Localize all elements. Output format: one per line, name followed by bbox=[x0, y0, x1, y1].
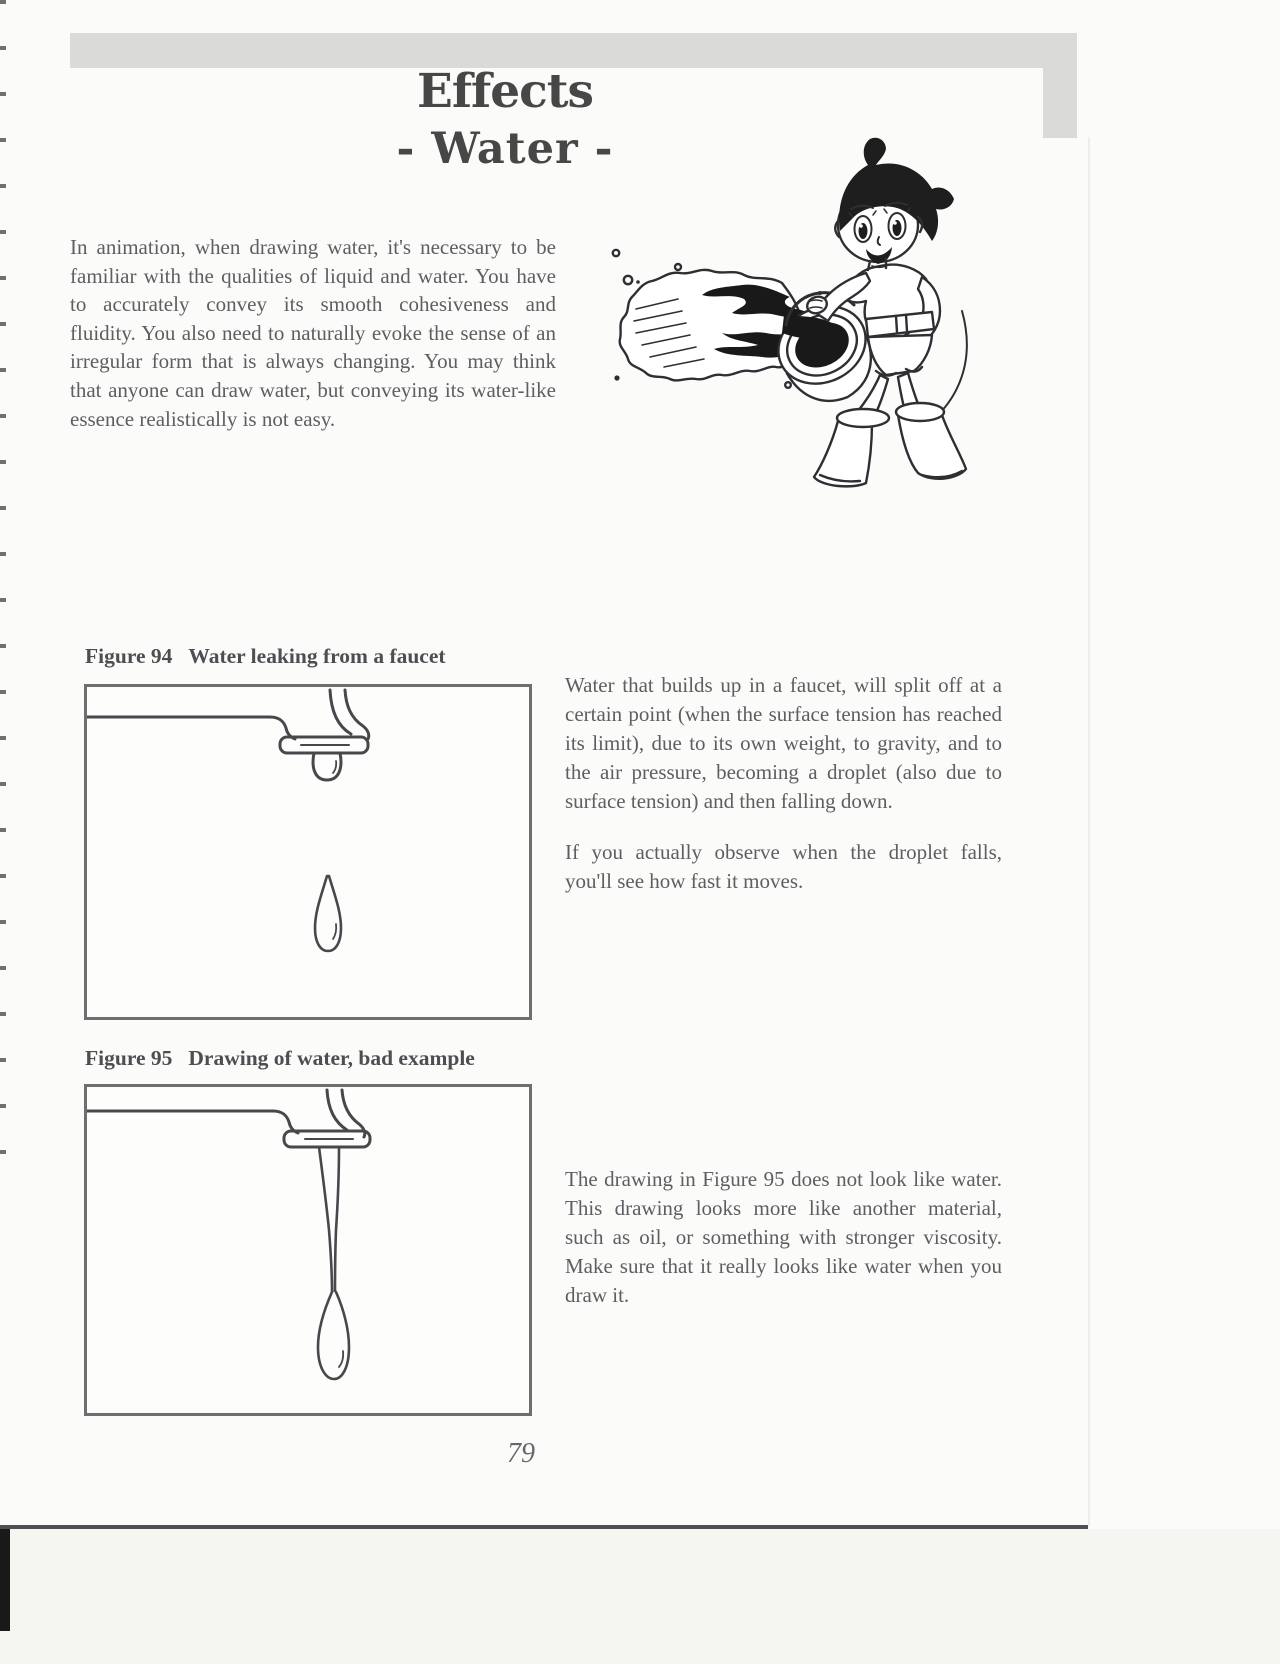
figure-94-frame bbox=[84, 684, 532, 1020]
figure-95-text-column bbox=[565, 1165, 1002, 1332]
figure-94-paragraph-1: Water that builds up in a faucet, will split off at a certain point (when the surface tension has reached its limit), due to its own weight, to gravity, and to the air pressure, becoming a droplet (also due to surface tension) and then falling down. bbox=[565, 673, 1002, 813]
binding-marks bbox=[0, 0, 6, 1180]
figure-94-drawing bbox=[87, 687, 529, 1017]
figure-95-paragraph-1: The drawing in Figure 95 does not look like water. This drawing looks more like another material, such as oil, or something with stronger viscosity. Make sure that it really looks like water when you draw it. bbox=[565, 1167, 1002, 1307]
figure-95-caption bbox=[85, 1046, 565, 1071]
page-bottom-edge-line bbox=[0, 1525, 1088, 1529]
figure-94-caption-text: Water leaking from a faucet bbox=[188, 644, 446, 668]
page-title: Effects bbox=[417, 64, 593, 119]
figure-94-label: Figure 94 bbox=[85, 644, 173, 668]
scan-bottom-margin bbox=[0, 1529, 1280, 1664]
figure-95-drawing bbox=[87, 1087, 529, 1413]
header-bar bbox=[70, 33, 1077, 68]
figure-95-caption-text: Drawing of water, bad example bbox=[188, 1046, 475, 1070]
figure-94-caption bbox=[85, 644, 565, 669]
binding-black-mark bbox=[0, 1529, 10, 1631]
astro-boy-illustration bbox=[570, 133, 980, 495]
header-bar-tab bbox=[1043, 66, 1077, 138]
page-edge-line bbox=[1088, 137, 1090, 1527]
intro-paragraph: In animation, when drawing water, it's necessary to be familiar with the qualities of liquid and water. You have to accurately convey its smooth cohesiveness and fluidity. You also need to naturally evoke the sense of an irregular form that is always changing. You may think that anyone can draw water, but conveying its water-like essence realistically is not easy. bbox=[70, 235, 556, 431]
figure-95-frame bbox=[84, 1084, 532, 1416]
page-number: 79 bbox=[507, 1438, 535, 1469]
figure-94-paragraph-2: If you actually observe when the droplet falls, you'll see how fast it moves. bbox=[565, 840, 1002, 893]
page-subtitle: - Water - bbox=[396, 123, 614, 174]
figure-95-label: Figure 95 bbox=[85, 1046, 173, 1070]
figure-94-text-column bbox=[565, 671, 1002, 918]
